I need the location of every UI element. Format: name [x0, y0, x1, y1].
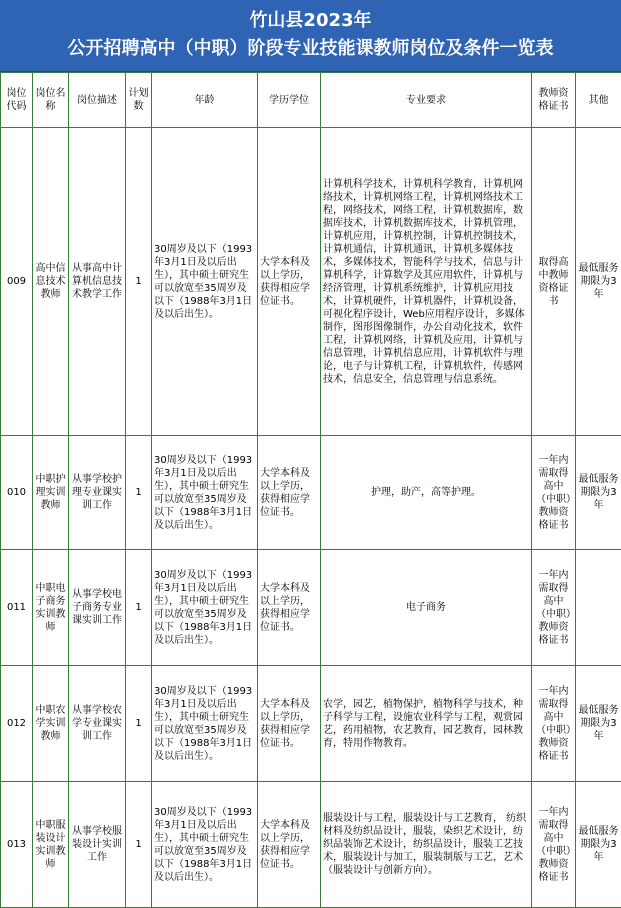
header-age: 年龄 [152, 73, 258, 128]
cell-code: 010 [1, 436, 33, 550]
cell-plan: 1 [126, 436, 152, 550]
cell-edu: 大学本科及以上学历，获得相应学位证书。 [258, 128, 321, 436]
cell-code: 012 [1, 666, 33, 782]
cell-major: 农学，园艺，植物保护，植物科学与技术，种子科学与工程，设施农业科学与工程，观赏园艺，药用植物，农艺教育，园艺教育，园林教育，特用作物教育。 [321, 666, 532, 782]
cell-name: 中职护理实训教师 [33, 436, 69, 550]
cell-desc: 从事学校电子商务专业课实训工作 [69, 550, 126, 666]
cell-desc: 从事学校服装设计实训工作 [69, 782, 126, 908]
header-desc: 岗位描述 [69, 73, 126, 128]
cell-cert: 取得高中教师资格证书 [532, 128, 576, 436]
cell-edu: 大学本科及以上学历，获得相应学位证书。 [258, 550, 321, 666]
cell-age: 30周岁及以下（1993年3月1日及以后出生），其中硕士研究生可以放宽至35周岁及以下（1988年3月1日及以后出生）。 [152, 666, 258, 782]
cell-name: 中职服装设计实训教师 [33, 782, 69, 908]
header-other: 其他 [576, 73, 621, 128]
cell-code: 011 [1, 550, 33, 666]
table-row [1, 782, 621, 908]
positions-table [0, 72, 621, 908]
cell-major: 服装设计与工程，服装设计与工艺教育， 纺织材料及纺织品设计，服装，染织艺术设计，纺织品装饰艺术设计，纺织品设计，服装工艺技术，服装设计与加工，服装制版与工艺，艺术（服装设计与创新方向）。 [321, 782, 532, 908]
cell-other: 最低服务期限为3年 [576, 782, 621, 908]
cell-cert: 一年内需取得高中（中职）教师资格证书 [532, 436, 576, 550]
cell-plan: 1 [126, 550, 152, 666]
cell-cert: 一年内需取得高中（中职）教师资格证书 [532, 550, 576, 666]
cell-desc: 从事学校农学专业课实训工作 [69, 666, 126, 782]
header-edu: 学历学位 [258, 73, 321, 128]
title-banner [0, 0, 621, 72]
cell-plan: 1 [126, 128, 152, 436]
cell-age: 30周岁及以下（1993年3月1日及以后出生），其中硕士研究生可以放宽至35周岁及以下（1988年3月1日及以后出生）。 [152, 128, 258, 436]
cell-desc: 从事高中计算机信息技术教学工作 [69, 128, 126, 436]
cell-name: 中职农学实训教师 [33, 666, 69, 782]
cell-other [576, 550, 621, 666]
table-row [1, 550, 621, 666]
title-line-2: 公开招聘高中（中职）阶段专业技能课教师岗位及条件一览表 [67, 38, 554, 59]
header-major: 专业要求 [321, 73, 532, 128]
table-row [1, 128, 621, 436]
cell-plan: 1 [126, 782, 152, 908]
cell-age: 30周岁及以下（1993年3月1日及以后出生），其中硕士研究生可以放宽至35周岁及以下（1988年3月1日及以后出生）。 [152, 550, 258, 666]
header-cert: 教师资格证书 [532, 73, 576, 128]
cell-other: 最低服务期限为3年 [576, 436, 621, 550]
cell-other: 最低服务期限为3年 [576, 666, 621, 782]
table-row [1, 666, 621, 782]
cell-name: 高中信息技术教师 [33, 128, 69, 436]
header-name: 岗位名称 [33, 73, 69, 128]
header-plan: 计划数 [126, 73, 152, 128]
cell-edu: 大学本科及以上学历，获得相应学位证书。 [258, 436, 321, 550]
cell-plan: 1 [126, 666, 152, 782]
cell-edu: 大学本科及以上学历，获得相应学位证书。 [258, 782, 321, 908]
cell-cert: 一年内需取得高中（中职）教师资格证书 [532, 666, 576, 782]
cell-major: 电子商务 [321, 550, 532, 666]
header-row [1, 73, 621, 128]
cell-major: 护理，助产，高等护理。 [321, 436, 532, 550]
header-code: 岗位代码 [1, 73, 33, 128]
title-line-1: 竹山县2023年 [249, 10, 372, 31]
table-row [1, 436, 621, 550]
cell-edu: 大学本科及以上学历，获得相应学位证书。 [258, 666, 321, 782]
cell-other: 最低服务期限为3年 [576, 128, 621, 436]
cell-age: 30周岁及以下（1993年3月1日及以后出生），其中硕士研究生可以放宽至35周岁及以下（1988年3月1日及以后出生）。 [152, 436, 258, 550]
cell-desc: 从事学校护理专业课实训工作 [69, 436, 126, 550]
cell-code: 009 [1, 128, 33, 436]
cell-major: 计算机科学技术，计算机科学教育，计算机网络技术，计算机网络工程，计算机网络技术工程，网络技术，网络工程，计算机数据库，数据库技术，计算机数据库技术，计算机管理，计算机应用，计算机控制，计算机控制技术，计算机通信，计算机通讯，计算机多媒体技术，多媒体技术，智能科学与技术，信息与计算机科学，计算数学及其应用软件，计算机与经济管理，计算机系统维护，计算机应用技术，计算机硬件，计算机器件，计算机设备，可视化程序设计，Web应用程序设计，多媒体制作，图形图像制作，办公自动化技术，软件工程，计算机网络，计算机及应用，计算机与信息管理，计算机信息应用，计算机软件与理论，电子与计算机工程，计算机软件，传感网技术，信息安全，信息管理与信息系统。 [321, 128, 532, 436]
cell-cert: 一年内需取得高中（中职）教师资格证书 [532, 782, 576, 908]
cell-age: 30周岁及以下（1993年3月1日及以后出生），其中硕士研究生可以放宽至35周岁及以下（1988年3月1日及以后出生）。 [152, 782, 258, 908]
cell-name: 中职电子商务实训教师 [33, 550, 69, 666]
cell-code: 013 [1, 782, 33, 908]
